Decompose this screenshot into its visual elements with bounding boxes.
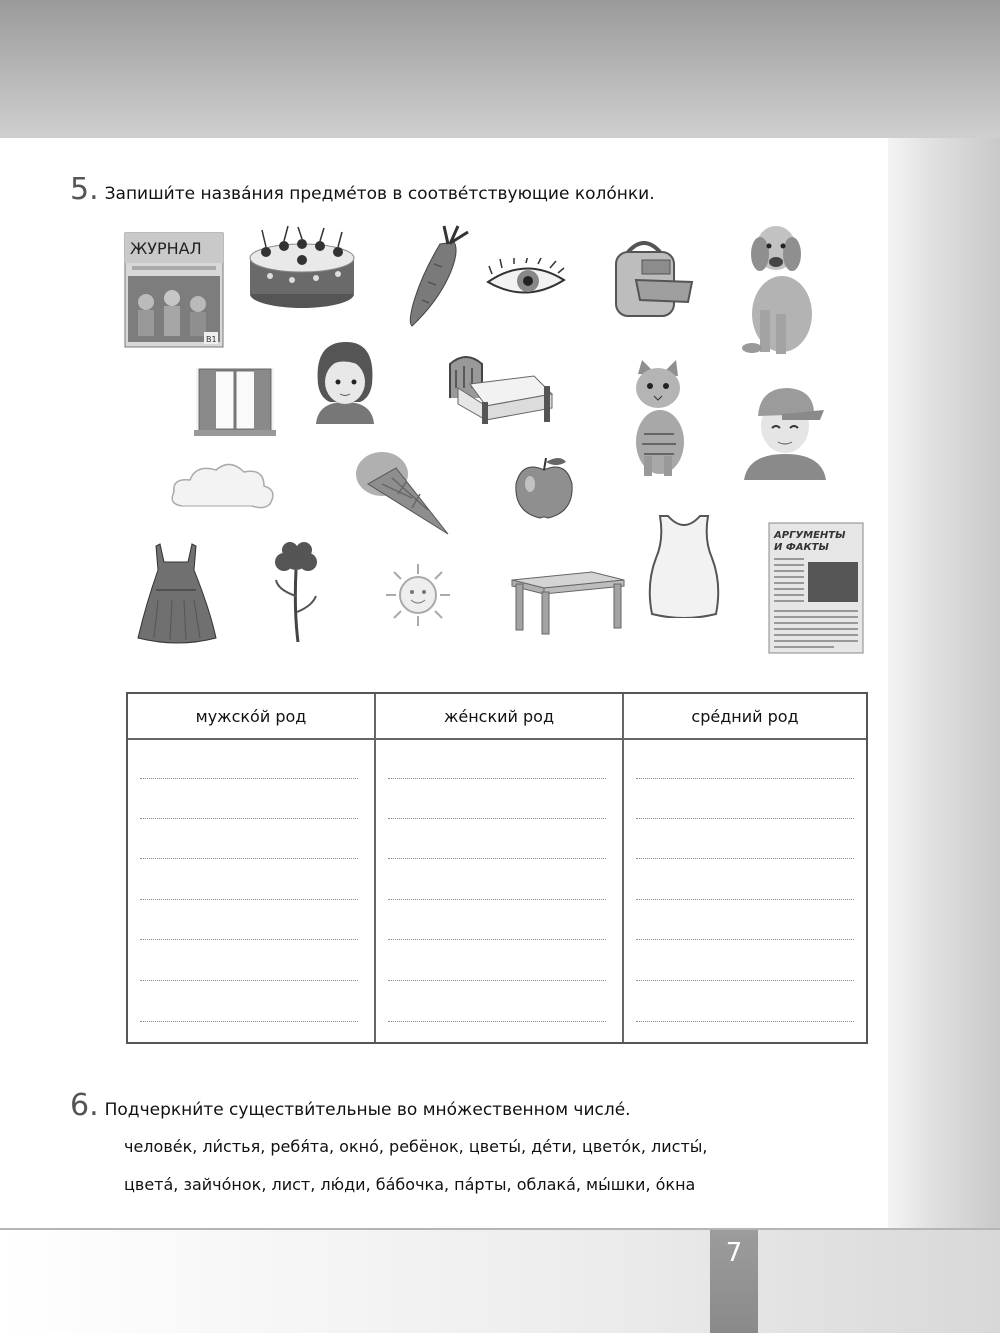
- writing-line-feminine[interactable]: [388, 939, 606, 940]
- writing-line-feminine[interactable]: [388, 818, 606, 819]
- magazine-picture: [124, 232, 224, 348]
- bed-picture: [446, 348, 556, 424]
- writing-line-feminine[interactable]: [388, 858, 606, 859]
- side-band: [888, 138, 1000, 1228]
- writing-line-masculine[interactable]: [140, 1021, 358, 1022]
- writing-line-feminine[interactable]: [388, 899, 606, 900]
- cloud-picture: [168, 458, 278, 512]
- newspaper-title-2: И ФАКТЫ: [774, 542, 829, 553]
- footer-rule: [0, 1228, 1000, 1230]
- exercise-5-heading: [70, 172, 655, 207]
- backpack-picture: [606, 238, 694, 322]
- writing-line-neuter[interactable]: [636, 818, 854, 819]
- boy-picture: [742, 380, 828, 482]
- column-header-feminine: же́нский род: [443, 707, 555, 726]
- writing-line-neuter[interactable]: [636, 939, 854, 940]
- writing-line-masculine[interactable]: [140, 858, 358, 859]
- dog-picture: [736, 222, 820, 356]
- footer-band: [0, 1228, 1000, 1333]
- writing-line-neuter[interactable]: [636, 858, 854, 859]
- writing-line-masculine[interactable]: [140, 899, 358, 900]
- writing-line-neuter[interactable]: [636, 980, 854, 981]
- tank-top-picture: [646, 514, 722, 618]
- cat-picture: [626, 360, 690, 476]
- exercise-6-instruction: Подчеркни́те существи́тельные во мно́жественном числе́.: [104, 1100, 631, 1120]
- exercise-5-number: 5.: [70, 172, 99, 207]
- header-band: [0, 0, 1000, 138]
- magazine-title: ЖУРНАЛ: [130, 239, 202, 258]
- newspaper-title-1: АРГУМЕНТЫ: [774, 530, 846, 541]
- column-header-masculine: мужско́й род: [195, 707, 307, 726]
- carnation-picture: [268, 540, 324, 644]
- writing-line-neuter[interactable]: [636, 778, 854, 779]
- apple-picture: [510, 454, 578, 522]
- exercise-6-heading: [70, 1088, 631, 1123]
- newspaper-picture: [768, 522, 864, 654]
- dress-picture: [134, 540, 218, 646]
- table-header: [128, 694, 866, 740]
- writing-line-masculine[interactable]: [140, 939, 358, 940]
- carrot-picture: [400, 224, 472, 330]
- column-divider: [374, 694, 376, 1042]
- writing-line-neuter[interactable]: [636, 899, 854, 900]
- page-number: 7: [725, 1238, 743, 1268]
- sun-picture: [382, 562, 454, 628]
- word-list-line-1: челове́к, ли́стья, ребя́та, окно́, ребёнок, цветы́, де́ти, цвето́к, листы́,: [124, 1137, 708, 1156]
- writing-line-masculine[interactable]: [140, 778, 358, 779]
- cake-picture: [246, 224, 358, 310]
- word-list-line-2: цвета́, зайчо́нок, лист, лю́ди, ба́бочка, па́рты, облака́, мы́шки, о́кна: [124, 1175, 696, 1194]
- column-header-neuter: сре́дний род: [691, 707, 799, 726]
- magazine-badge: В1: [206, 335, 217, 344]
- window-picture: [190, 364, 280, 438]
- exercise-5-instruction: Запиши́те назва́ния предме́тов в соотве́тствующие коло́нки.: [104, 184, 655, 204]
- writing-line-masculine[interactable]: [140, 980, 358, 981]
- ice-cream-picture: [352, 448, 452, 536]
- column-divider: [622, 694, 624, 1042]
- writing-line-feminine[interactable]: [388, 1021, 606, 1022]
- girl-picture: [310, 338, 380, 426]
- writing-line-feminine[interactable]: [388, 980, 606, 981]
- writing-line-masculine[interactable]: [140, 818, 358, 819]
- exercise-6-number: 6.: [70, 1088, 99, 1123]
- writing-line-feminine[interactable]: [388, 778, 606, 779]
- page-number-box: [710, 1230, 758, 1333]
- writing-line-neuter[interactable]: [636, 1021, 854, 1022]
- table-picture: [510, 570, 626, 636]
- gender-table: [126, 692, 868, 1044]
- eye-picture: [486, 258, 566, 302]
